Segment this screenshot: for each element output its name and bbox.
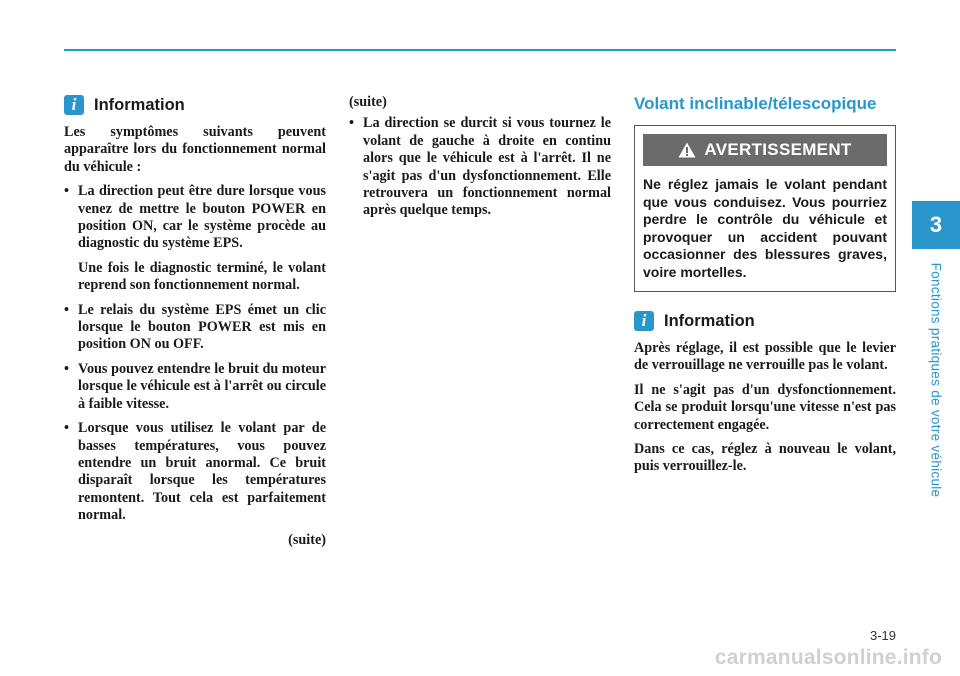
page-number: 3-19 <box>869 628 896 643</box>
list-item <box>64 183 326 294</box>
watermark: carmanualsonline.info <box>714 646 942 669</box>
continued-label: (suite) <box>288 531 326 548</box>
warning-text: Ne réglez jamais le volant pendant que vous conduisez. Vous pourriez perdre le contrôle du véhicule et provoquer un accident pouvant occasionner des blessures graves, voire mortelles. <box>643 176 887 280</box>
bullet-icon: • <box>64 360 69 377</box>
info-paragraph: Après réglage, il est possible que le levier de verrouillage ne verrouille pas le volant. <box>634 340 896 374</box>
info-title: Information <box>94 95 185 114</box>
column-left <box>64 94 326 549</box>
info-heading <box>64 94 326 116</box>
bullet-icon: • <box>64 301 69 318</box>
symptom-list <box>64 183 326 524</box>
warning-header <box>643 134 887 166</box>
info-heading <box>634 310 896 332</box>
bullet-icon: • <box>64 183 69 200</box>
column-middle <box>349 94 611 227</box>
info-icon: i <box>64 95 84 115</box>
info-title: Information <box>664 311 755 330</box>
list-item-text: La direction peut être dure lorsque vous venez de mettre le bouton POWER en position ON, car le système procède au diagnostic du système EPS. <box>78 183 326 252</box>
list-item <box>64 361 326 413</box>
list-item-text: Vous pouvez entendre le bruit du moteur lorsque le véhicule est à l'arrêt ou circule à faible vitesse. <box>78 360 326 412</box>
column-right <box>634 94 896 483</box>
chapter-tab: 3 <box>912 201 960 249</box>
info-icon: i <box>634 311 654 331</box>
bullet-icon: • <box>349 115 354 132</box>
list-item-text: La direction se durcit si vous tournez le volant de gauche à droite en continu alors que le véhicule est à l'arrêt. Il ne s'agit pas d'un dysfonctionnement. Elle retrouvera un fonctionnement normal après quelque temps. <box>363 115 611 219</box>
info-paragraph: Il ne s'agit pas d'un dysfonctionnement. Cela se produit lorsqu'une vitesse n'est pas correctement engagée. <box>634 381 896 433</box>
warning-icon <box>678 142 696 158</box>
info-intro: Les symptômes suivants peuvent apparaître lors du fonctionnement normal du véhicule : <box>64 124 326 175</box>
list-item-text: Le relais du système EPS émet un clic lorsque le bouton POWER est mis en position ON ou OFF. <box>78 301 326 353</box>
chapter-title: Fonctions pratiques de votre véhicule <box>928 262 944 498</box>
list-item-text: Lorsque vous utilisez le volant par de basses températures, vous pouvez entendre un bruit anormal. Ce bruit disparaît lorsque les températures remontent. Tout cela est parfaitement normal. <box>78 420 326 524</box>
warning-box <box>634 125 896 292</box>
bullet-icon: • <box>64 420 69 437</box>
list-item-extra: Une fois le diagnostic terminé, le volant reprend son fonctionnement normal. <box>78 259 326 294</box>
warning-title: AVERTISSEMENT <box>704 140 852 159</box>
info-paragraph: Dans ce cas, réglez à nouveau le volant, puis verrouillez-le. <box>634 441 896 475</box>
list-item <box>64 420 326 524</box>
section-title: Volant inclinable/télescopique <box>634 94 877 113</box>
list-item <box>64 302 326 354</box>
header-rule <box>64 49 896 51</box>
symptom-list-continued <box>349 115 611 219</box>
continued-label: (suite) <box>349 94 387 110</box>
list-item <box>349 115 611 219</box>
